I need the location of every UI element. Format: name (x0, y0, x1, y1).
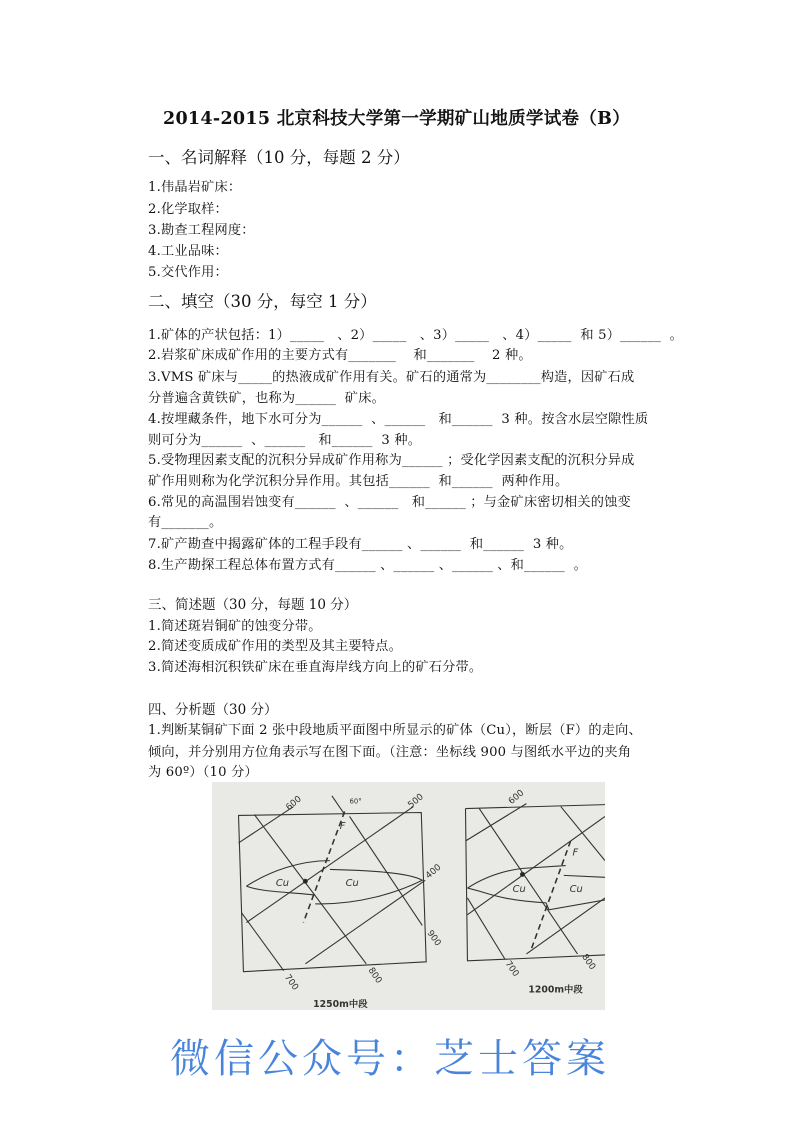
fault-label: F (339, 821, 346, 833)
term-item: 3.勘查工程网度： (148, 223, 255, 238)
watermark: 微信公众号：芝士答案 (170, 1036, 610, 1082)
fill-line: 则可分为______ 、______ 和______ 3 种。 (148, 433, 422, 448)
angle-label: 60° (349, 797, 362, 806)
grid-label: 600 (506, 788, 527, 807)
fill-line: 6.常见的高温围岩蚀变有______ 、______ 和______ ；与金矿床密切相关的蚀变 (148, 495, 631, 510)
page-title: 2014-2015 北京科技大学第一学期矿山地质学试卷（B） (162, 109, 631, 129)
grid-label: 700 (502, 959, 521, 979)
essay-item: 3.简述海相沉积铁矿床在垂直海岸线方向上的矿石分带。 (148, 660, 483, 675)
fill-line: 矿作用则称为化学沉积分异作用。其包括______ 和______ 两种作用。 (148, 474, 569, 489)
fault-label: F (572, 847, 579, 859)
grid-label: 800 (579, 952, 598, 972)
fill-line: 1.矿体的产状包括：1）_____ 、2）_____ 、3）_____ 、4）_____ 和 5）______ 。 (148, 328, 684, 343)
analysis-line: 为 60º）（10 分） (148, 765, 258, 780)
grid-label: 900 (424, 928, 443, 949)
right-map (465, 788, 605, 995)
fill-line: 4.按埋藏条件，地下水可分为______ 、______ 和______ 3 种。按含水层空隙性质 (148, 412, 649, 427)
fill-line: 2.岩浆矿床成矿作用的主要方式有_______ 和_______ 2 种。 (148, 348, 532, 363)
grid-label: 600 (284, 794, 304, 813)
geology-map-figure (212, 782, 605, 1010)
fill-line: 3.VMS 矿床与_____的热液成矿作用有关。矿石的通常为________构造，因矿石成 (148, 370, 635, 385)
section-2-heading: 二、填空（30 分，每空 1 分） (148, 292, 377, 311)
map-caption: 1200m中段 (528, 984, 583, 996)
grid-label: 500 (406, 792, 426, 811)
left-map (239, 792, 444, 1010)
grid-label: 400 (424, 862, 444, 882)
analysis-line: 倾向，并分别用方位角表示写在图下面。（注意：坐标线 900 与图纸水平边的夹角 (148, 745, 632, 760)
term-item: 5.交代作用： (148, 265, 228, 280)
ore-label: Cu (569, 884, 583, 896)
ore-label: Cu (345, 878, 359, 890)
grid-label: 800 (365, 966, 384, 986)
term-item: 4.工业品味： (148, 244, 228, 259)
grid-label: 700 (282, 972, 300, 993)
essay-item: 1.简述斑岩铜矿的蚀变分带。 (148, 619, 322, 634)
essay-item: 2.简述变质成矿作用的类型及其主要特点。 (148, 639, 402, 654)
fill-line: 分普遍含黄铁矿，也称为______ 矿床。 (148, 391, 385, 406)
section-4-heading: 四、分析题（30 分） (148, 702, 278, 718)
term-item: 1.伟晶岩矿床： (148, 180, 242, 195)
fill-line: 8.生产勘探工程总体布置方式有______ 、______ 、______ 、和______ 。 (148, 558, 587, 573)
section-1-heading: 一、名词解释（10 分，每题 2 分） (148, 148, 410, 167)
ore-label: Cu (512, 884, 526, 896)
term-item: 2.化学取样： (148, 202, 228, 217)
section-3-heading: 三、简述题（30 分，每题 10 分） (148, 597, 358, 613)
analysis-line: 1.判断某铜矿下面 2 张中段地质平面图中所显示的矿体（Cu），断层（F）的走向、 (148, 723, 642, 738)
fill-line: 5.受物理因素支配的沉积分异成矿作用称为______ ；受化学因素支配的沉积分异成 (148, 453, 635, 468)
map-caption: 1250m中段 (313, 999, 368, 1010)
ore-label: Cu (275, 878, 289, 890)
fill-line: 有_______。 (148, 515, 223, 530)
fill-line: 7.矿产勘查中揭露矿体的工程手段有______ 、______ 和______ 3 种。 (148, 537, 573, 552)
